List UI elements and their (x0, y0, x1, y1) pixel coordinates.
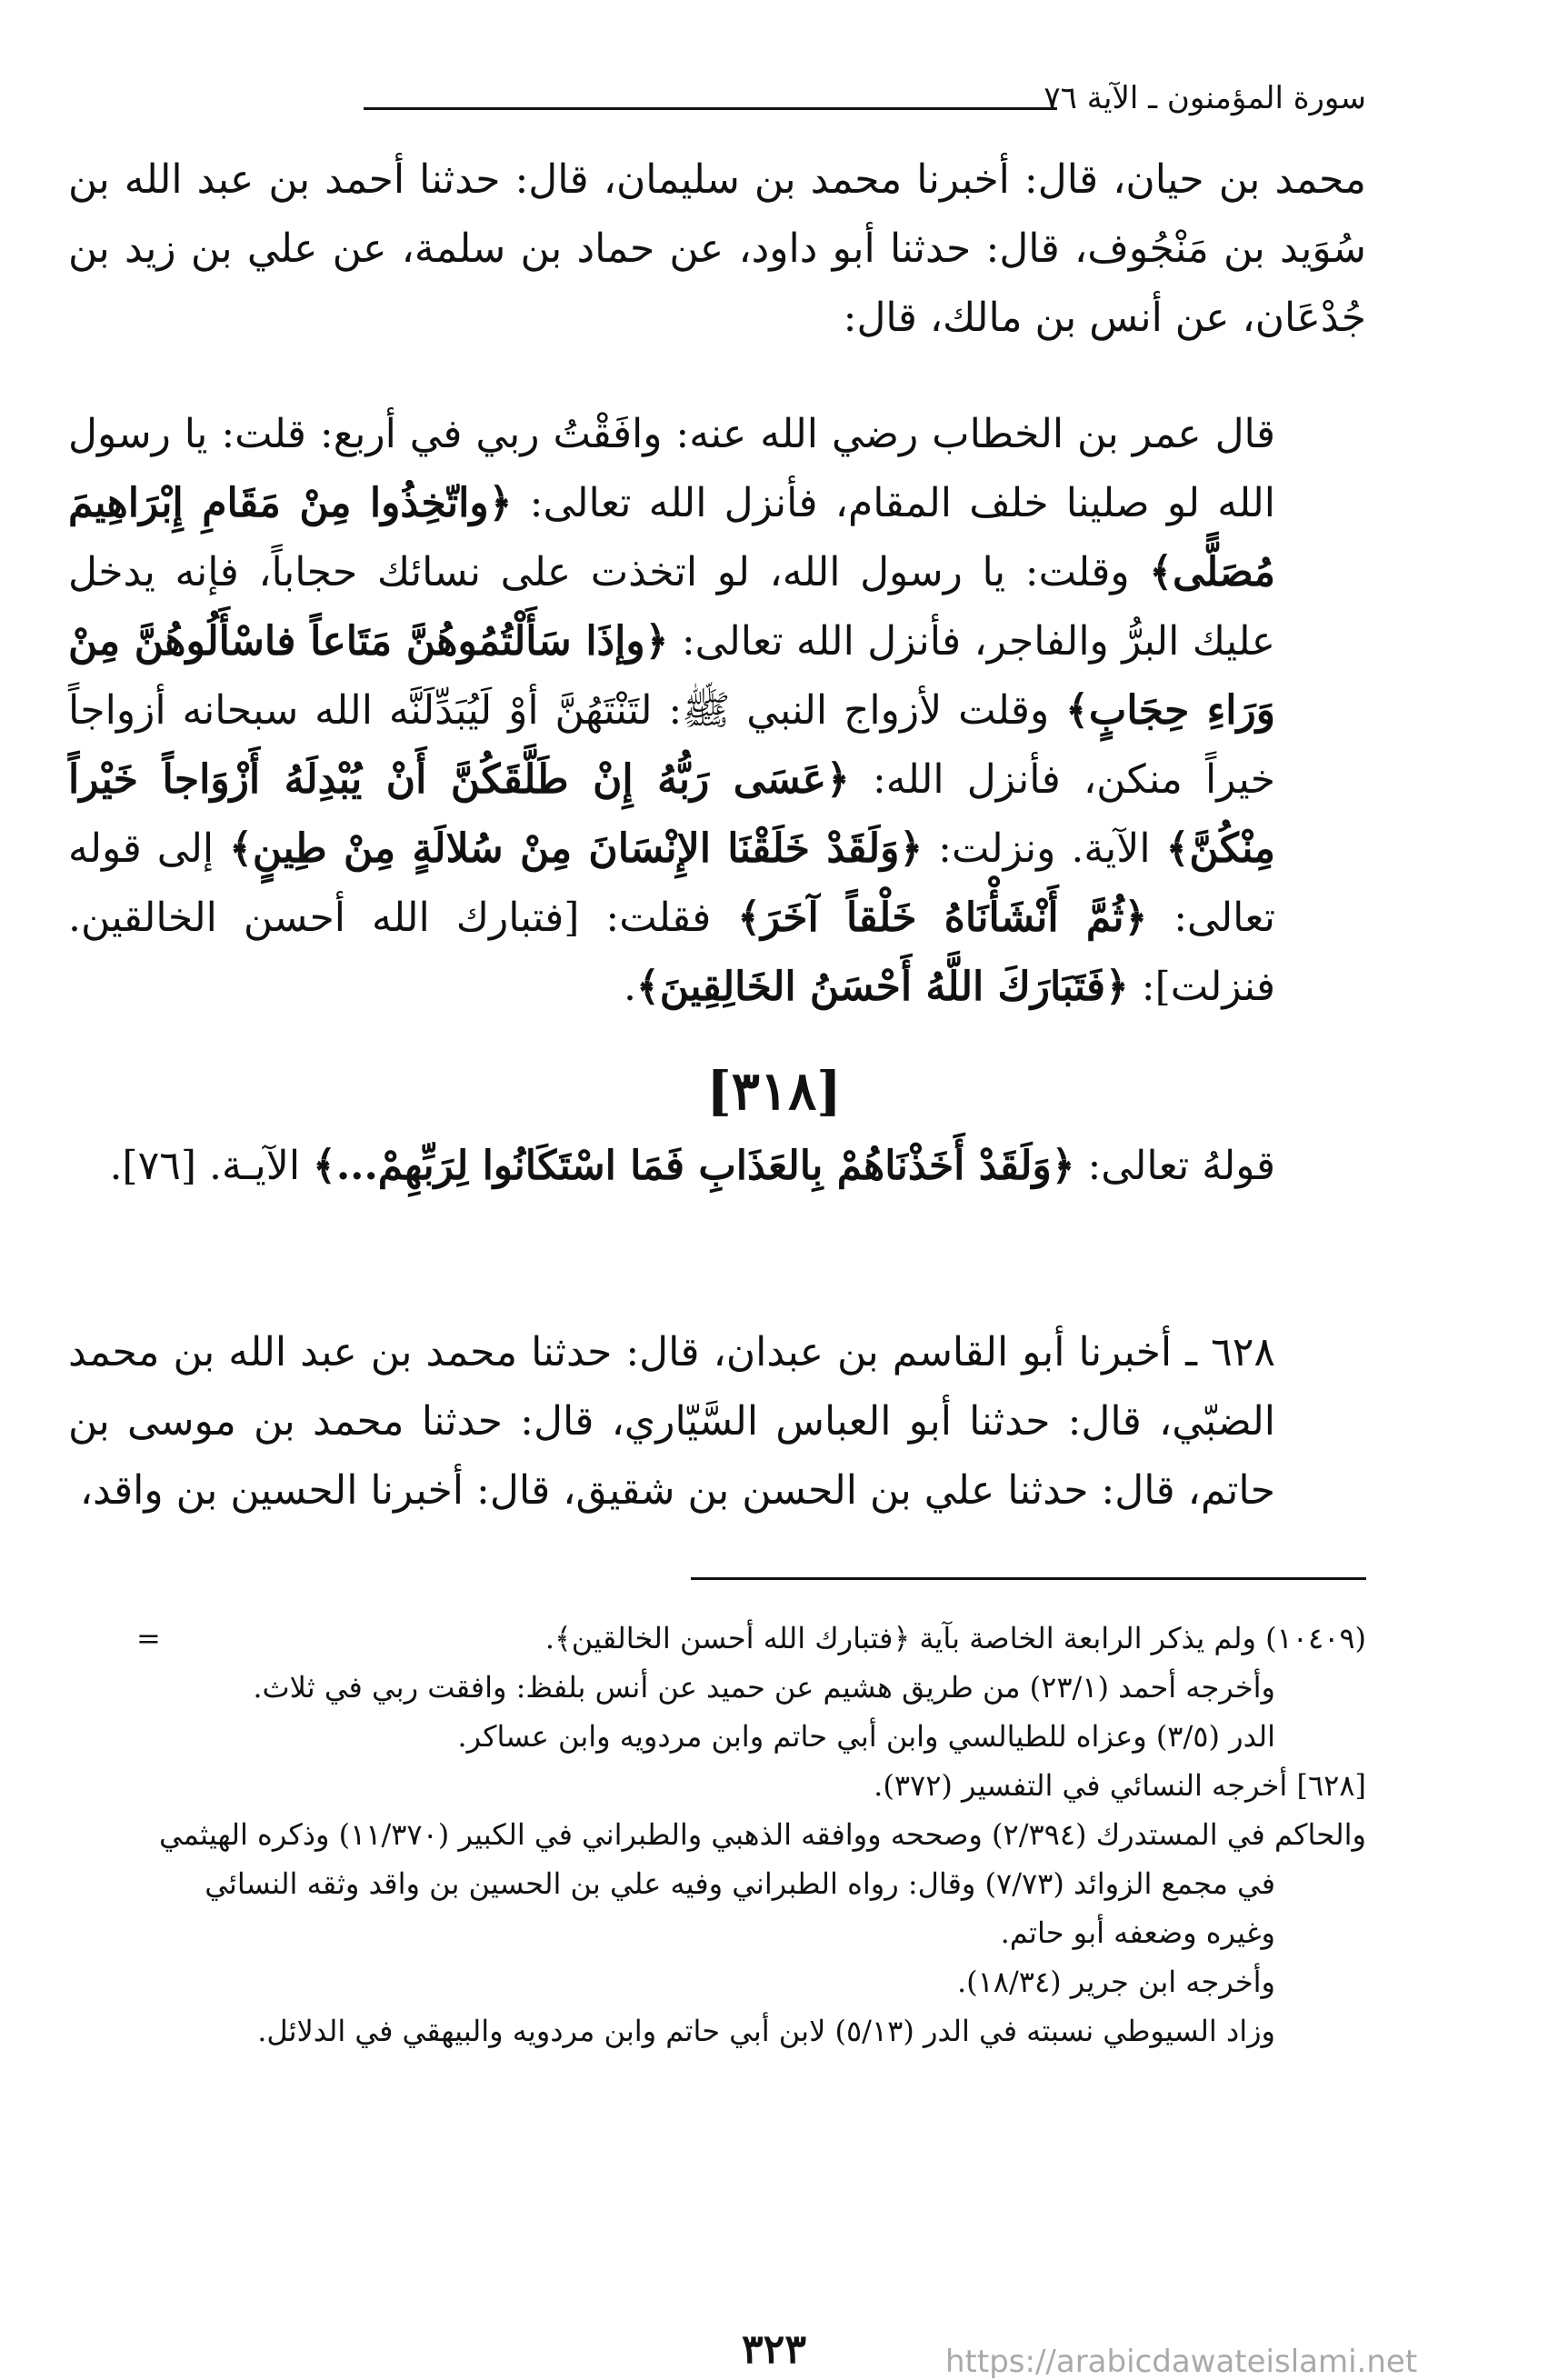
hadith-628 (68, 1318, 1366, 1525)
quran-verse: ﴿وَلَقَدْ خَلَقْنَا الإِنْسَانَ مِنْ سُلالَةٍ مِنْ طِينٍ﴾ (229, 825, 924, 872)
narration-segment: . (623, 964, 636, 1010)
footnote-line: والحاكم في المستدرك (٢/٣٩٤) وصححه ووافقه الذهبي والطبراني في الكبير (١١/٣٧٠) وذكره الهيثمي في مجمع الزوائد (٧/٧٣) وقال: رواه الطبراني وفيه علي بن الحسين بن واقد وثقه النسائي وغيره وضعفه أبو حاتم. (159, 1817, 1366, 1950)
running-title: سورة المؤمنون ـ الآية ٧٦ (1044, 80, 1366, 116)
quran-verse: ﴿وإذَا سَأَلْتُمُوهُنَّ مَتَاعاً فاسْأَلُوهُنَّ مِنْ وَرَاءِ حِجَابٍ﴾ (68, 618, 1275, 734)
narration-segment: إلى قوله تعالى: (68, 825, 1275, 941)
quran-verse: ﴿ثُمَّ أَنْشَأْنَاهُ خَلْقاً آخَرَ﴾ (737, 895, 1148, 941)
footnote-line: وأخرجه ابن جرير (١٨/٣٤). (956, 1965, 1275, 1999)
narration-segment: الآية. ونزلت: (923, 825, 1166, 872)
footnote-line: الدر (٣/٥) وعزاه للطيالسي وابن أبي حاتم وابن مردويه وابن عساكر. (457, 1719, 1275, 1754)
ayah-text (68, 1132, 1366, 1201)
footnote-continuation-text: (١٠٤٠٩) ولم يذكر الرابعة الخاصة بآية ﴿فتبارك الله أحسن الخالقين﴾. (544, 1621, 1366, 1655)
footnotes (136, 1614, 1366, 2055)
ayah-reference: الآيـة. [٧٦]. (109, 1143, 314, 1189)
paragraph-umar-narration (68, 400, 1366, 1022)
footnote-line: وزاد السيوطي نسبته في الدر (٥/١٣) لابن أبي حاتم وابن مردويه والبيهقي في الدلائل. (257, 2014, 1275, 2048)
umar-narration-text (68, 400, 1366, 1022)
page-header (364, 80, 1366, 116)
hadith-text: ٦٢٨ ـ أخبرنا أبو القاسم بن عبدان، قال: حدثنا محمد بن عبد الله بن محمد الضبّي، قال: حدثنا أبو العباس السَّيّاري، قال: حدثنا محمد بن موسى بن حاتم، قال: حدثنا علي بن الحسن بن شقيق، قال: أخبرنا الحسين بن واقد، (68, 1329, 1275, 1514)
quran-verse: ﴿عَسَى رَبُّهُ إِنْ طَلَّقَكُنَّ أَنْ يُبْدِلَهُ أَزْوَاجاً خَيْراً مِنْكُنَّ﴾ (68, 756, 1275, 872)
continuation-mark: = (136, 1621, 161, 1655)
page-number: ٣٢٣ (742, 2326, 806, 2373)
narration-segment: فقلت: [فتبارك الله أحسن الخالقين. فنزلت]: (68, 895, 1275, 1010)
section-number: [٣١٨] (706, 1060, 842, 1122)
paragraph-isnad (68, 145, 1366, 353)
footnote-line: وأخرجه أحمد (٢٣/١) من طريق هشيم عن حميد عن أنس بلفظ: وافقت ربي في ثلاث. (253, 1670, 1275, 1705)
narration-segment: وقلت: يا رسول الله، لو اتخذت على نسائك حجاباً، فإنه يدخل عليك البرُّ والفاجر، فأنزل الله تعالى: (68, 549, 1275, 665)
footnote-continuation (136, 1614, 1366, 1663)
header-rule (364, 107, 1057, 110)
watermark-url: https://arabicdawateislami.net (945, 2344, 1418, 2380)
narration-segment: وقلت لأزواج النبي ﷺ: لتَنْتَهُنَّ أوْ لَيُبَدِّلَنَّه الله سبحانه أزواجاً خيراً منكن، فأنزل الله: (68, 687, 1275, 803)
quran-verse: ﴿وَلَقَدْ أَخَذْنَاهُمْ بِالعَذَابِ فَمَا اسْتَكَانُوا لِرَبِّهِمْ...﴾ (313, 1143, 1075, 1189)
narration-segment: قال عمر بن الخطاب رضي الله عنه: وافَقْتُ ربي في أربع: قلت: يا رسول الله لو صلينا خلف المقام، فأنزل الله تعالى: (68, 411, 1276, 526)
footnote-628: [٦٢٨] أخرجه النسائي في التفسير (٣٧٢). (874, 1768, 1366, 1803)
isnad-text: محمد بن حيان، قال: أخبرنا محمد بن سليمان، قال: حدثنا أحمد بن عبد الله بن سُوَيد بن مَنْجُوف، قال: حدثنا أبو داود، عن حماد بن سلمة، عن علي بن زيد بن جُدْعَان، عن أنس بن مالك، قال: (68, 156, 1366, 341)
quran-verse: ﴿فَتَبَارَكَ اللَّهُ أَحْسَنُ الخَالِقِينَ﴾ (635, 964, 1129, 1010)
footnote-separator (691, 1577, 1366, 1580)
quran-verse: ﴿واتّخِذُوا مِنْ مَقَامِ إِبْرَاهِيمَ مُصَلًّى﴾ (68, 480, 1275, 595)
ayah-intro: قولهُ تعالى: (1074, 1143, 1275, 1189)
ayah-heading (68, 1132, 1366, 1201)
